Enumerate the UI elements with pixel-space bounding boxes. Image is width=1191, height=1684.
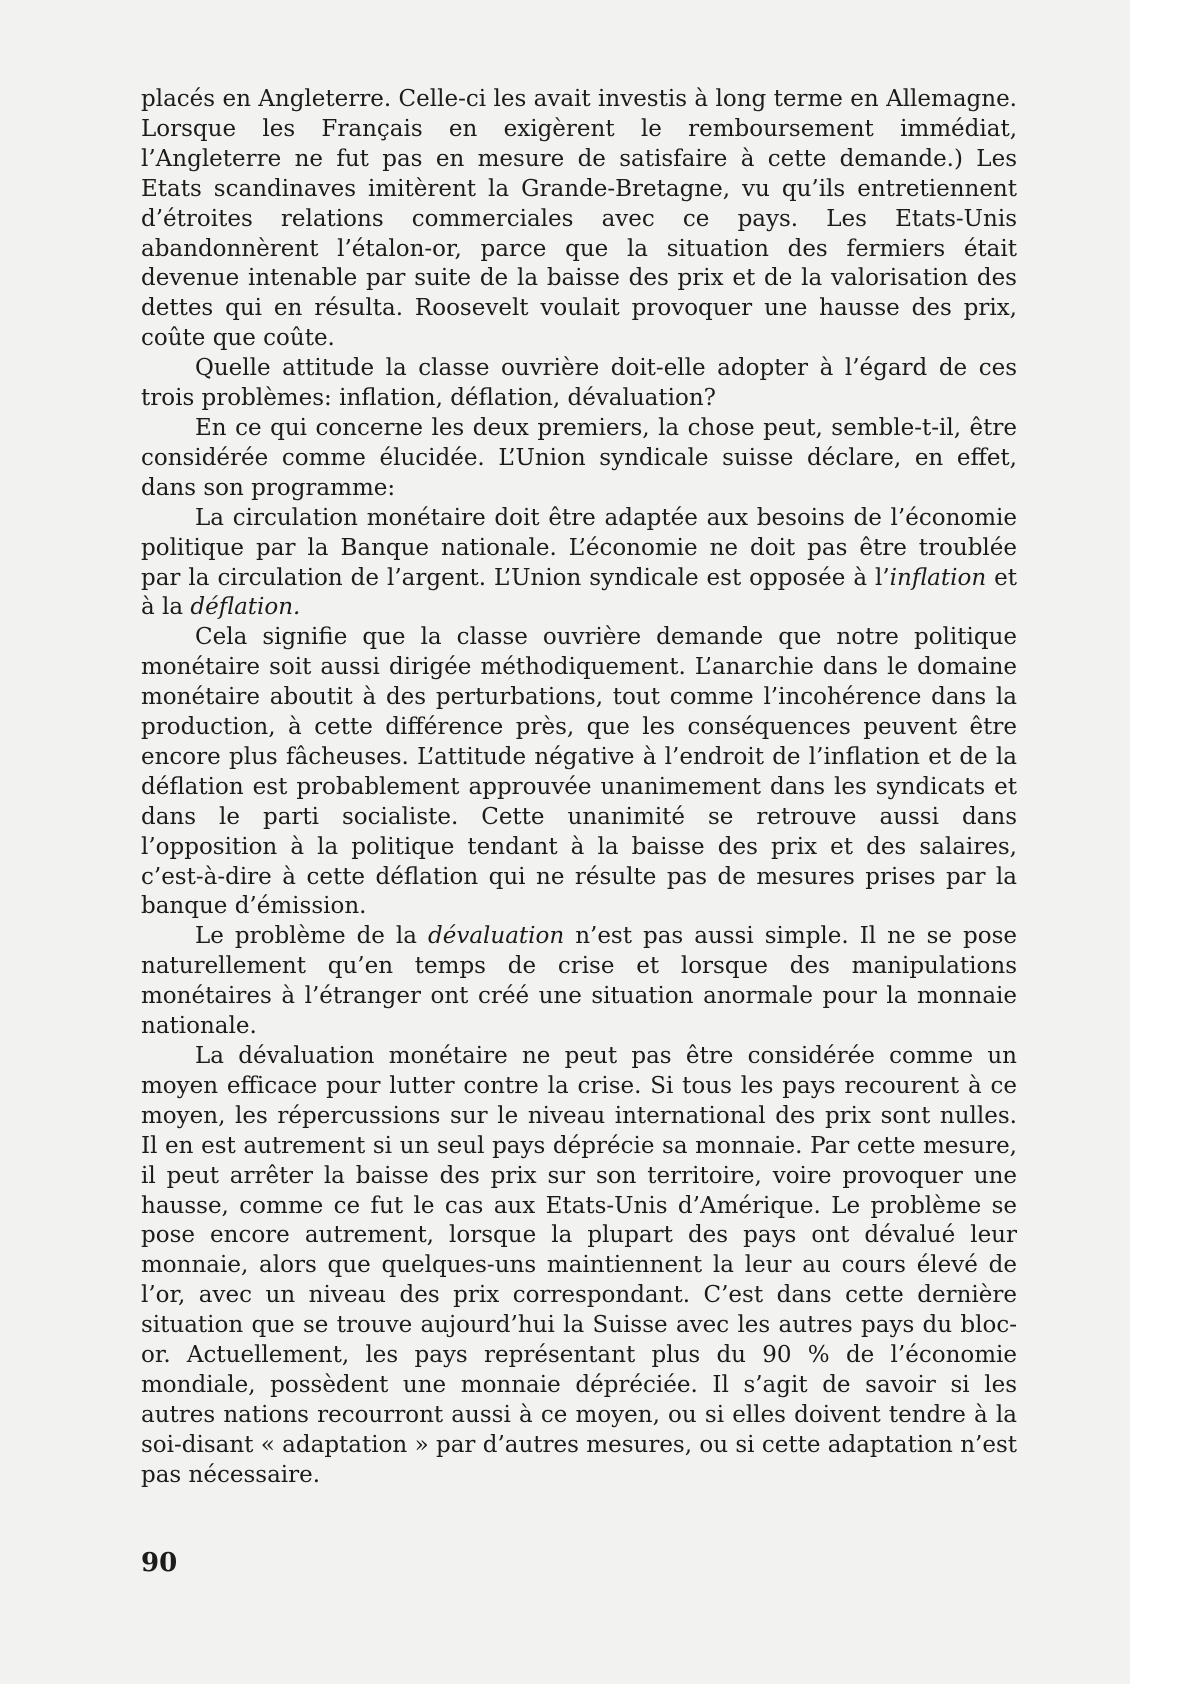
- paragraph: [141, 414, 1017, 504]
- paragraph: [141, 504, 1017, 624]
- text-run: n’est pas aussi simple. Il ne se pose naturellement qu’en temps de crise et lorsque des manipulations monétaires à l’étranger ont créé une situation anormale pour la monnaie nationale.: [141, 923, 1017, 1040]
- body-text: [141, 85, 1017, 1491]
- text-run: placés en Angleterre. Celle-ci les avait investis à long terme en Allemagne. Lorsque les Français en exigèrent le remboursement immédiat, l’Angleterre ne fut pas en mesure de satisfaire à cette demande.) Les Etats scandinaves imitèrent la Grande-Bretagne, vu qu’ils entretiennent d’étroites relations commerciales avec ce pays. Les Etats-Unis abandonnèrent l’étalon-or, parce que la situation des fermiers était devenue intenable par suite de la baisse des prix et de la valorisation des dettes qui en résulta. Roosevelt voulait provoquer une hausse des prix, coûte que coûte.: [141, 86, 1017, 352]
- text-run: Quelle attitude la classe ouvrière doit-elle adopter à l’égard de ces trois problèmes: inflation, déflation, dévaluation?: [141, 355, 1017, 412]
- page-number: 90: [141, 1548, 178, 1578]
- text-run: La circulation monétaire doit être adaptée aux besoins de l’économie politique par la Banque nationale. L’économie ne doit pas être troublée par la circulation de l’argent. L’Union syndicale est opposée à l’: [141, 504, 1017, 591]
- paragraph: [141, 922, 1017, 1042]
- italic-term: déflation.: [190, 594, 301, 621]
- text-run: En ce qui concerne les deux premiers, la chose peut, semble-t-il, être considérée comme élucidée. L’Union syndicale suisse déclare, en effet, dans son programme:: [141, 414, 1017, 501]
- text-run: La dévaluation monétaire ne peut pas être considérée comme un moyen efficace pour lutter contre la crise. Si tous les pays recourent à ce moyen, les répercussions sur le niveau international des prix sont nulles. Il en est autrement si un seul pays déprécie sa monnaie. Par cette mesure, il peut arrêter la baisse des prix sur son territoire, voire provoquer une hausse, comme ce fut le cas aux Etats-Unis d’Amérique. Le problème se pose encore autrement, lorsque la plupart des pays ont dévalué leur monnaie, alors que quelques-uns maintiennent la leur au cours élevé de l’or, avec un niveau des prix correspondant. C’est dans cette dernière situation que se trouve aujourd’hui la Suisse avec les autres pays du bloc-or. Actuellement, les pays représentant plus du 90 % de l’économie mondiale, possèdent une monnaie dépréciée. Il s’agit de savoir si les autres nations recourront aussi à ce moyen, ou si elles doivent tendre à la soi-disant « adaptation » par d’autres mesures, ou si cette adaptation n’est pas nécessaire.: [141, 1043, 1017, 1488]
- paragraph: [141, 623, 1017, 922]
- italic-term: dévaluation: [428, 923, 565, 950]
- text-run: et à la: [141, 564, 1017, 621]
- paragraph: [141, 354, 1017, 414]
- text-run: Cela signifie que la classe ouvrière demande que notre politique monétaire soit aussi dirigée méthodiquement. L’anarchie dans le domaine monétaire aboutit à des perturbations, tout comme l’incohérence dans la production, à cette différence près, que les conséquences peuvent être encore plus fâcheuses. L’attitude négative à l’endroit de l’inflation et de la déflation est probablement approuvée unanimement dans les syndicats et dans le parti socialiste. Cette unanimité se retrouve aussi dans l’opposition à la politique tendant à la baisse des prix et des salaires, c’est-à-dire à cette déflation qui ne résulte pas de mesures prises par la banque d’émission.: [141, 624, 1017, 920]
- text-run: Le problème de la: [195, 923, 428, 950]
- italic-term: inflation: [889, 564, 987, 591]
- paragraph: [141, 85, 1017, 354]
- paragraph: [141, 1042, 1017, 1491]
